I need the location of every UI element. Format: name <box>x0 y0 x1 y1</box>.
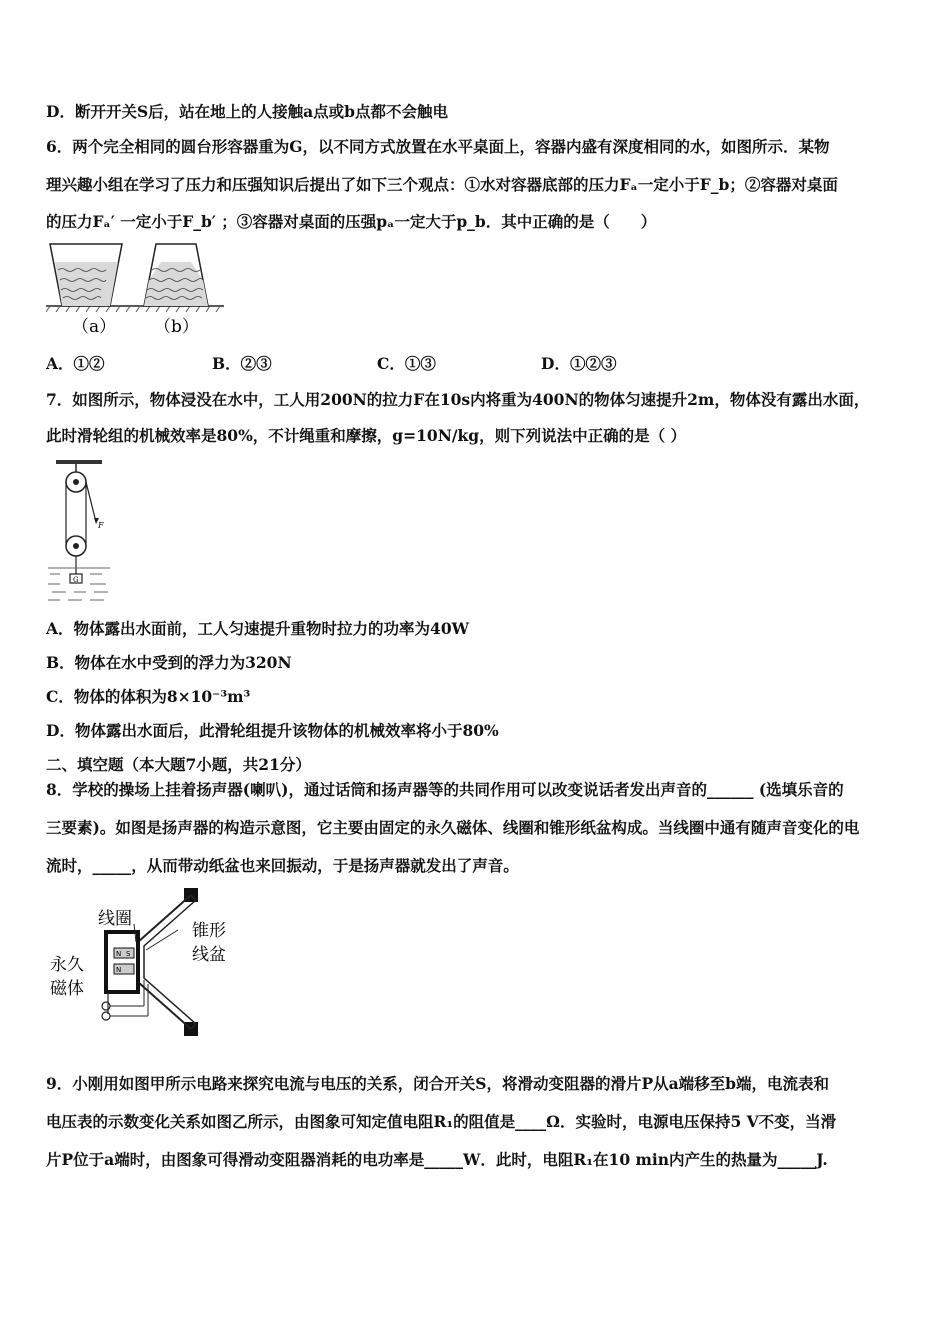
magnet-label-line1: 永久 <box>50 955 84 975</box>
label-b: （b） <box>154 317 199 337</box>
q8-stem-line2: 三要素)。如图是扬声器的构造示意图，它主要由固定的永久磁体、线圈和锥形纸盆构成。当线圈中通有随声音变化的电 <box>46 818 860 837</box>
cone-label-line2: 线盆 <box>192 945 226 965</box>
weight-label: G <box>73 576 79 584</box>
pole-n-bottom: N <box>116 966 122 974</box>
q6-option-d[interactable]: D．①②③ <box>541 354 617 373</box>
q6-stem-line2: 理兴趣小组在学习了压力和压强知识后提出了如下三个观点：①水对容器底部的压力Fₐ一定小于F_b；②容器对桌面 <box>46 175 838 194</box>
q6-option-b[interactable]: B．②③ <box>212 354 272 373</box>
cone-label-line1: 锥形 <box>192 921 226 941</box>
force-label: F <box>98 521 104 530</box>
q6-container-figure <box>46 240 226 338</box>
q9-stem-line3: 片P位于a端时，由图象可得滑动变阻器消耗的电功率是_____W．此时，电阻R₁在10 min内产生的热量为_____J. <box>46 1150 828 1169</box>
q6-stem-line3: 的压力Fₐ′ 一定小于F_b′ ；③容器对桌面的压强pₐ一定大于p_b．其中正确的是（ ） <box>46 212 657 231</box>
q6-option-a[interactable]: A．①② <box>46 354 105 373</box>
q9-stem-line1: 9．小刚用如图甲所示电路来探究电流与电压的关系，闭合开关S，将滑动变阻器的滑片P从a端移至b端，电流表和 <box>46 1074 830 1093</box>
q9-stem-line2: 电压表的示数变化关系如图乙所示，由图象可知定值电阻R₁的阻值是____Ω．实验时，电源电压保持5 V不变，当滑 <box>46 1112 837 1131</box>
q5-option-d: D．断开开关S后，站在地上的人接触a点或b点都不会触电 <box>46 102 449 121</box>
q8-stem-line1: 8．学校的操场上挂着扬声器(喇叭)，通过话筒和扬声器等的共同作用可以改变说话者发出声音的______ (选填乐音的 <box>46 780 844 799</box>
q7-option-b[interactable]: B．物体在水中受到的浮力为320N <box>46 653 292 672</box>
label-a: （a） <box>72 317 117 337</box>
q7-stem-line2: 此时滑轮组的机械效率是80%，不计绳重和摩擦，g=10N/kg，则下列说法中正确的是（ ） <box>46 426 686 445</box>
q6-option-c[interactable]: C．①③ <box>377 354 436 373</box>
q7-option-d[interactable]: D．物体露出水面后，此滑轮组提升该物体的机械效率将小于80% <box>46 721 499 740</box>
q7-stem-line1: 7．如图所示，物体浸没在水中，工人用200N的拉力F在10s内将重为400N的物体匀速提升2m，物体没有露出水面， <box>46 390 870 409</box>
q8-stem-line3: 流时，_____，从而带动纸盆也来回振动，于是扬声器就发出了声音。 <box>46 856 519 875</box>
magnet-label-line2: 磁体 <box>50 979 84 999</box>
q8-speaker-figure <box>46 884 266 1044</box>
pole-n-top: N <box>116 950 122 958</box>
coil-label: 线圈 <box>98 909 132 929</box>
q6-stem-line1: 6．两个完全相同的圆台形容器重为G，以不同方式放置在水平桌面上，容器内盛有深度相同的水，如图所示．某物 <box>46 137 830 156</box>
q7-option-a[interactable]: A．物体露出水面前，工人匀速提升重物时拉力的功率为40W <box>46 619 470 638</box>
pole-s: S <box>126 950 131 958</box>
section-heading: 二、填空题（本大题7小题，共21分） <box>46 755 311 774</box>
q7-option-c[interactable]: C．物体的体积为8×10⁻³m³ <box>46 687 251 706</box>
q7-pulley-figure <box>46 458 112 606</box>
